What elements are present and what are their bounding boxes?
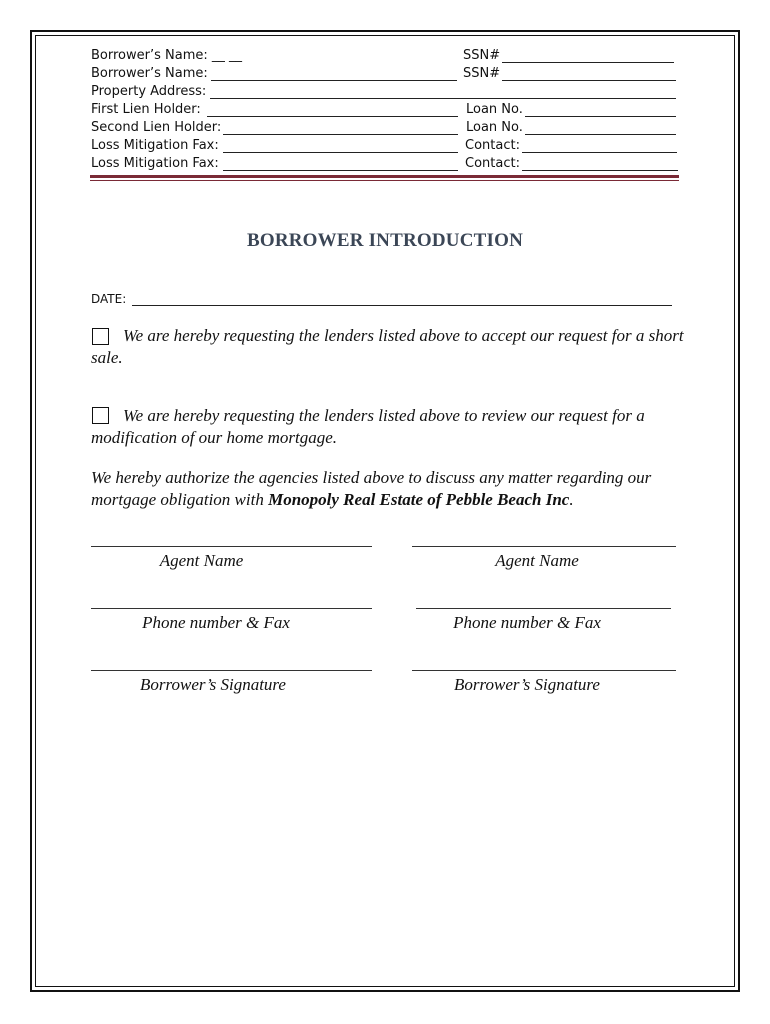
header-divider-thin [90, 180, 679, 181]
agent-name-left-line[interactable] [91, 546, 372, 547]
header-divider-thick [90, 175, 679, 178]
ssn-2-label: SSN# [463, 66, 501, 81]
property-address-label: Property Address: [91, 84, 207, 99]
ssn-2-field[interactable] [502, 80, 676, 81]
borrower-signature-left-line[interactable] [91, 670, 372, 671]
phone-fax-right-line[interactable] [416, 608, 671, 609]
borrower-signature-left-label: Borrower’s Signature [140, 675, 286, 694]
loss-mitigation-fax-2-label: Loss Mitigation Fax: [91, 156, 219, 171]
contact-1-label: Contact: [465, 138, 520, 153]
agent-name-right-label: Agent Name [495, 551, 579, 570]
date-field[interactable] [132, 305, 672, 306]
second-lien-holder-field[interactable] [223, 134, 458, 135]
loss-mitigation-fax-1-field[interactable] [223, 152, 458, 153]
borrower-name-1-label: Borrower’s Name: [91, 48, 208, 63]
agent-name-left-label: Agent Name [159, 551, 244, 570]
modification-option-text [91, 405, 691, 449]
ssn-1-field[interactable] [502, 62, 674, 63]
short-sale-text: We are hereby requesting the lenders listed above to accept our request for a short sale. [91, 326, 684, 367]
authorization-paragraph [91, 467, 691, 511]
borrower-name-2-label: Borrower’s Name: [91, 66, 208, 81]
borrower-name-2-field[interactable] [211, 80, 457, 81]
contact-1-field[interactable] [522, 152, 677, 153]
second-lien-holder-label: Second Lien Holder: [91, 120, 222, 135]
borrower-name-1-row [91, 47, 242, 65]
contact-2-label: Contact: [465, 156, 520, 171]
borrower-signature-right-label: Borrower’s Signature [454, 675, 600, 694]
borrower-signature-right-line[interactable] [412, 670, 676, 671]
loss-mitigation-fax-1-label: Loss Mitigation Fax: [91, 138, 219, 153]
ssn-1-label: SSN# [463, 48, 501, 63]
modification-text: We are hereby requesting the lenders listed above to review our request for a modification of our home mortgage. [91, 406, 645, 447]
short-sale-option-text [91, 325, 691, 369]
loan-no-2-label: Loan No. [466, 120, 523, 135]
agent-name-right-line[interactable] [412, 546, 676, 547]
phone-fax-left-line[interactable] [91, 608, 372, 609]
loan-no-1-label: Loan No. [466, 102, 523, 117]
loss-mitigation-fax-2-field[interactable] [223, 170, 458, 171]
phone-fax-right-label: Phone number & Fax [453, 613, 601, 632]
date-label: DATE: [91, 292, 127, 306]
phone-fax-left-label: Phone number & Fax [142, 613, 290, 632]
authorization-text-end: . [569, 490, 574, 509]
first-lien-holder-field[interactable] [207, 116, 458, 117]
property-address-field[interactable] [210, 98, 676, 99]
loan-no-1-field[interactable] [525, 116, 676, 117]
company-name: Monopoly Real Estate of Pebble Beach Inc [268, 490, 570, 509]
page-title: BORROWER INTRODUCTION [246, 230, 524, 251]
first-lien-holder-label: First Lien Holder: [91, 102, 201, 117]
borrower-name-1-value[interactable]: __ __ [211, 48, 243, 63]
authorization-text: We hereby authorize the agencies listed above to discuss any matter regarding our mortgage obligation with [91, 468, 652, 509]
contact-2-field[interactable] [522, 170, 678, 171]
loan-no-2-field[interactable] [525, 134, 676, 135]
